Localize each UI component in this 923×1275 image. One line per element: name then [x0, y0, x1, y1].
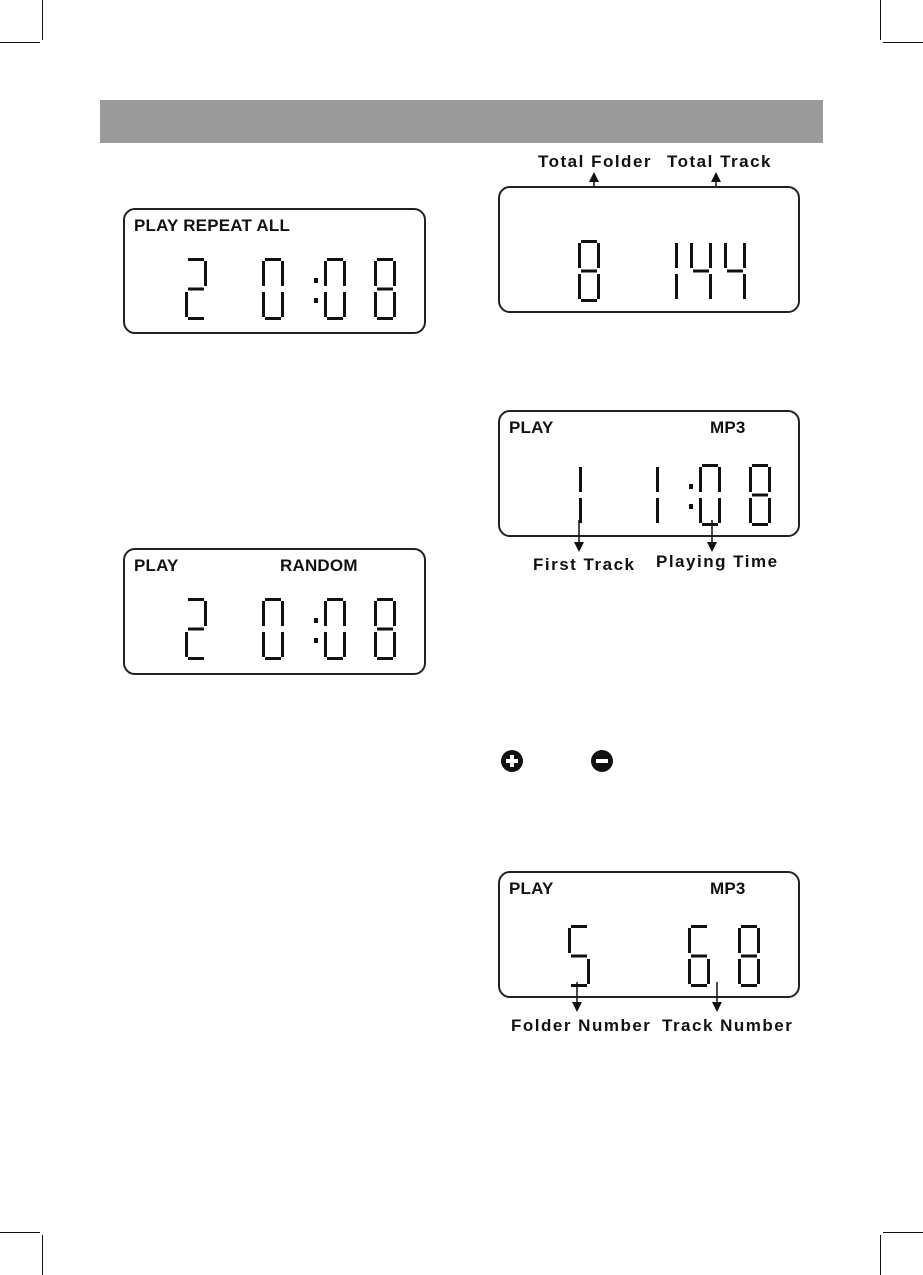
segment-c: [393, 292, 396, 317]
segment-e: [578, 274, 581, 299]
segment-f: [578, 243, 581, 268]
segment-g: [571, 955, 587, 958]
lcd-digit-6: [688, 925, 710, 987]
segment-a: [741, 925, 757, 928]
caption-folder-number: Folder Number: [511, 1016, 652, 1035]
colon-dot: [314, 618, 318, 623]
segment-e: [699, 498, 702, 523]
lcd-folder-track: [498, 871, 800, 998]
segment-b: [579, 467, 582, 492]
segment-a: [265, 258, 281, 261]
crop-mark-tl: [42, 0, 43, 40]
caption-playing-time: Playing Time: [656, 552, 779, 571]
segment-d: [377, 657, 393, 660]
segment-c: [656, 498, 659, 523]
lcd-digit-5: [568, 925, 590, 987]
lcd-first-track: [498, 410, 800, 537]
segment-d: [571, 984, 587, 987]
segment-g: [581, 270, 597, 273]
segment-b: [393, 261, 396, 286]
crop-mark-tl-h: [0, 42, 40, 43]
minus-circle-icon: [591, 750, 613, 772]
segment-b: [343, 261, 346, 286]
segment-b: [768, 467, 771, 492]
crop-mark-tr-h: [883, 42, 923, 43]
segment-g: [741, 955, 757, 958]
lcd-digits: [500, 412, 802, 539]
track-count-digits: [675, 243, 746, 299]
track-digit: [579, 467, 582, 523]
lcd-digits: [500, 188, 802, 315]
segment-a: [265, 598, 281, 601]
segment-c: [587, 959, 590, 984]
segment-c: [281, 292, 284, 317]
segment-f: [568, 928, 571, 953]
segment-e: [262, 292, 265, 317]
segment-d: [702, 523, 718, 526]
segment-c: [743, 274, 746, 299]
segment-b: [757, 928, 760, 953]
colon-dot: [314, 638, 318, 643]
segment-d: [377, 317, 393, 320]
segment-g: [727, 270, 743, 273]
lcd-digit-0: [324, 258, 346, 320]
crop-mark-br: [880, 1235, 881, 1275]
lcd-digit-1: [656, 467, 659, 523]
segment-f: [374, 261, 377, 286]
segment-d: [752, 523, 768, 526]
lcd-label-play: PLAY: [134, 556, 179, 575]
segment-g: [377, 288, 393, 291]
segment-e: [738, 959, 741, 984]
segment-c: [393, 632, 396, 657]
segment-c: [707, 959, 710, 984]
segment-b: [281, 261, 284, 286]
segment-b: [343, 601, 346, 626]
segment-c: [343, 292, 346, 317]
folder-number-digit: [568, 925, 590, 987]
lcd-repeat-all: [123, 208, 426, 334]
lcd-digit-1: [579, 467, 582, 523]
time-readout: [262, 258, 396, 320]
segment-a: [571, 925, 587, 928]
caption-total-folder: Total Folder: [538, 152, 653, 171]
segment-g: [691, 955, 707, 958]
lcd-digit-4: [690, 243, 712, 299]
segment-a: [752, 464, 768, 467]
colon-dot: [314, 278, 318, 283]
segment-b: [204, 601, 207, 626]
lcd-totals: [498, 186, 800, 313]
segment-f: [699, 467, 702, 492]
segment-f: [690, 243, 693, 268]
segment-a: [581, 240, 597, 243]
lcd-digit-8: [374, 258, 396, 320]
segment-a: [702, 464, 718, 467]
lcd-label-mp3: MP3: [710, 879, 746, 898]
track-digit: [185, 258, 207, 320]
lcd-digit-4: [724, 243, 746, 299]
segment-a: [691, 925, 707, 928]
segment-f: [262, 261, 265, 286]
lcd-label-play-repeat-all: PLAY REPEAT ALL: [134, 216, 291, 235]
lcd-digit-8: [738, 925, 760, 987]
segment-d: [188, 657, 204, 660]
lcd-digit-2: [185, 598, 207, 660]
segment-b: [393, 601, 396, 626]
segment-g: [377, 628, 393, 631]
segment-a: [188, 258, 204, 261]
segment-c: [675, 274, 678, 299]
segment-g: [188, 628, 204, 631]
lcd-digits: [125, 550, 428, 677]
segment-e: [749, 498, 752, 523]
segment-f: [324, 601, 327, 626]
time-readout: [656, 464, 771, 526]
segment-d: [265, 657, 281, 660]
segment-c: [757, 959, 760, 984]
segment-e: [374, 292, 377, 317]
segment-e: [262, 632, 265, 657]
segment-f: [738, 928, 741, 953]
lcd-digits: [125, 210, 428, 336]
segment-b: [597, 243, 600, 268]
lcd-digit-2: [185, 258, 207, 320]
segment-b: [718, 467, 721, 492]
lcd-digit-1: [675, 243, 678, 299]
segment-d: [188, 317, 204, 320]
lcd-digit-0: [324, 598, 346, 660]
segment-g: [693, 270, 709, 273]
segment-c: [768, 498, 771, 523]
segment-b: [204, 261, 207, 286]
colon-dot: [689, 484, 693, 489]
lcd-digit-0: [699, 464, 721, 526]
segment-d: [327, 657, 343, 660]
segment-c: [343, 632, 346, 657]
segment-c: [597, 274, 600, 299]
lcd-label-mp3: MP3: [710, 418, 746, 437]
segment-e: [185, 292, 188, 317]
segment-e: [374, 632, 377, 657]
segment-f: [374, 601, 377, 626]
segment-b: [743, 243, 746, 268]
plus-circle-icon: [501, 750, 523, 772]
segment-d: [327, 317, 343, 320]
crop-mark-tr: [880, 0, 881, 40]
segment-e: [324, 632, 327, 657]
segment-b: [281, 601, 284, 626]
colon-dot: [689, 504, 693, 509]
track-digit: [185, 598, 207, 660]
lcd-digit-8: [374, 598, 396, 660]
segment-d: [581, 299, 597, 302]
segment-b: [656, 467, 659, 492]
time-readout: [262, 598, 396, 660]
lcd-digit-8: [578, 240, 600, 302]
segment-a: [327, 258, 343, 261]
lcd-label-play: PLAY: [509, 879, 554, 898]
lcd-digit-0: [262, 258, 284, 320]
segment-f: [688, 928, 691, 953]
segment-f: [262, 601, 265, 626]
lcd-label-random: RANDOM: [280, 556, 358, 575]
segment-d: [265, 317, 281, 320]
segment-a: [188, 598, 204, 601]
folder-count-digits: [578, 240, 600, 302]
segment-c: [718, 498, 721, 523]
lcd-digit-0: [262, 598, 284, 660]
track-number-digits: [688, 925, 760, 987]
segment-f: [324, 261, 327, 286]
segment-e: [688, 959, 691, 984]
segment-a: [377, 258, 393, 261]
segment-f: [724, 243, 727, 268]
crop-mark-bl: [42, 1235, 43, 1275]
segment-d: [691, 984, 707, 987]
caption-total-track: Total Track: [667, 152, 772, 171]
segment-d: [741, 984, 757, 987]
segment-b: [709, 243, 712, 268]
segment-b: [675, 243, 678, 268]
caption-first-track: First Track: [533, 555, 636, 574]
segment-c: [281, 632, 284, 657]
segment-g: [188, 288, 204, 291]
segment-c: [579, 498, 582, 523]
lcd-label-play: PLAY: [509, 418, 554, 437]
lcd-digits: [500, 873, 802, 1000]
segment-f: [749, 467, 752, 492]
segment-a: [377, 598, 393, 601]
segment-e: [185, 632, 188, 657]
segment-g: [752, 494, 768, 497]
crop-mark-br-h: [883, 1232, 923, 1233]
crop-mark-bl-h: [0, 1232, 40, 1233]
segment-a: [327, 598, 343, 601]
caption-track-number: Track Number: [662, 1016, 794, 1035]
section-header-bar: [100, 100, 823, 143]
segment-e: [324, 292, 327, 317]
segment-c: [709, 274, 712, 299]
colon-dot: [314, 298, 318, 303]
lcd-digit-8: [749, 464, 771, 526]
lcd-random: [123, 548, 426, 675]
